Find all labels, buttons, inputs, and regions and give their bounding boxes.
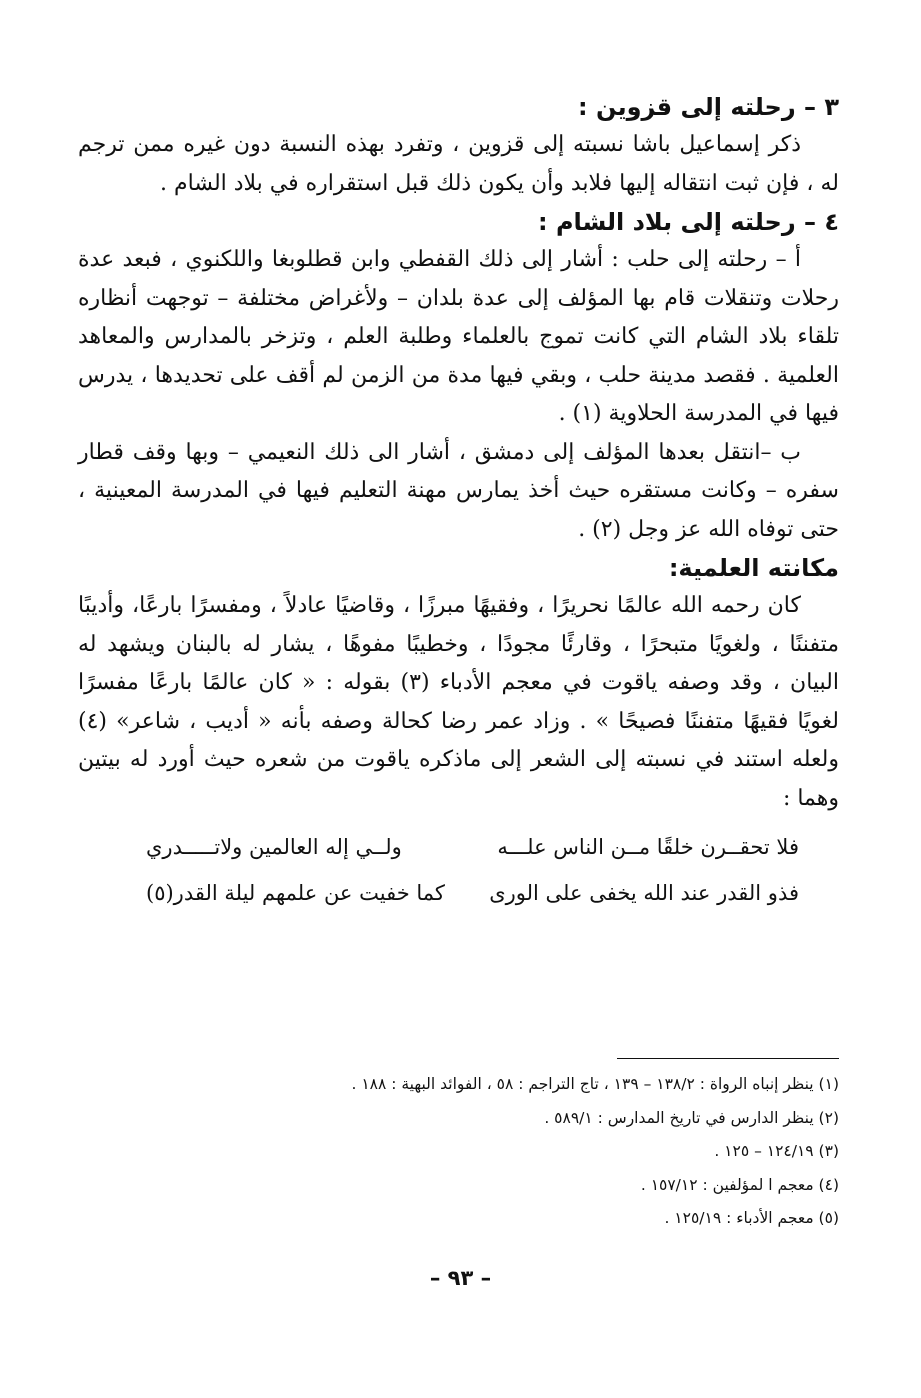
footnote-1: (١) ينظر إنباه الرواة : ١٣٨/٢ – ١٣٩ ، تاج التراجم : ٥٨ ، الفوائد البهية : ١٨٨ . [351,1075,839,1093]
verse-first-hemistich: فلا تحقــرن خلقًا مــن الناس علـــه [497,835,799,859]
footnote-divider [617,1058,839,1059]
verse-row [146,824,799,870]
footnote-2: (٢) ينظر الدارس في تاريخ المدارس : ٥٨٩/١ . [544,1108,839,1127]
section-heading-qazwin: ٣ – رحلته إلى قزوين : [578,93,839,121]
footnote-3: (٣) ١٢٤/١٩ – ١٢٥ . [714,1142,839,1160]
paragraph-qazwin: ذكر إسماعيل باشا نسبته إلى قزوين ، وتفرد بهذه النسبة دون غيره ممن ترجم له ، فإن ثبت انتقاله إليها فلابد وأن يكون ذلك قبل استقراره في بلاد الشام . [78,132,839,196]
poem-verses [78,824,839,916]
section-heading-sham: ٤ – رحلته إلى بلاد الشام : [538,208,839,236]
page-number: – ٩٣ – [429,1266,492,1290]
verse-second-hemistich: ولــي إله العالمين ولاتـــــدري [146,835,402,859]
footnote-5: (٥) معجم الأدباء : ١٢٥/١٩ . [664,1209,839,1227]
verse-row [146,870,799,916]
section-heading-status: مكانته العلمية: [668,554,839,582]
footnotes [78,1068,839,1236]
verse-second-hemistich: كما خفيت عن علمهم ليلة القدر(٥) [146,881,445,905]
verse-first-hemistich: فذو القدر عند الله يخفى على الورى [489,881,799,905]
paragraph-aleppo: أ – رحلته إلى حلب : أشار إلى ذلك القفطي وابن قطلوبغا واللكنوي ، فبعد عدة رحلات وتنقلات قام بها المؤلف إلى عدة بلدان – ولأغراض مختلفة – توجهت أنظاره تلقاء بلاد الشام التي كانت تموج بالعلماء وطلبة العلم ، وتزخر بالمدارس والمعاهد العلمية . فقصد مدينة حلب ، وبقي فيها مدة من الزمن لم أقف على تحديدها ، يدرس فيها في المدرسة الحلاوية (١) . [78,247,839,426]
paragraph-damascus: ب –انتقل بعدها المؤلف إلى دمشق ، أشار الى ذلك النعيمي – وبها وقف قطار سفره – وكانت مستقره حيث أخذ يمارس مهنة التعليم فيها في المدرسة المعينية ، حتى توفاه الله عز وجل (٢) . [78,439,839,542]
paragraph-status: كان رحمه الله عالمًا نحريرًا ، وفقيهًا مبرزًا ، وقاضيًا عادلاً ، ومفسرًا بارعًا، وأديبًا متفننًا ، ولغويًا متبحرًا ، وقارئًا مجودًا ، وخطيبًا مفوهًا ، يشار له بالبنان ويشهد له البيان ، وقد وصفه ياقوت في معجم الأدباء (٣) بقوله : « كان عالمًا بارعًا مفسرًا لغويًا فقيهًا متفننًا فصيحًا » . وزاد عمر رضا كحالة وصفه بأنه « أديب ، شاعر» (٤) ولعله استند في نسبته إلى الشعر إلى ماذكره ياقوت من شعره حيث أورد له بيتين وهما : [78,593,839,811]
footnote-4: (٤) معجم ا لمؤلفين : ١٥٧/١٢ . [640,1175,839,1194]
